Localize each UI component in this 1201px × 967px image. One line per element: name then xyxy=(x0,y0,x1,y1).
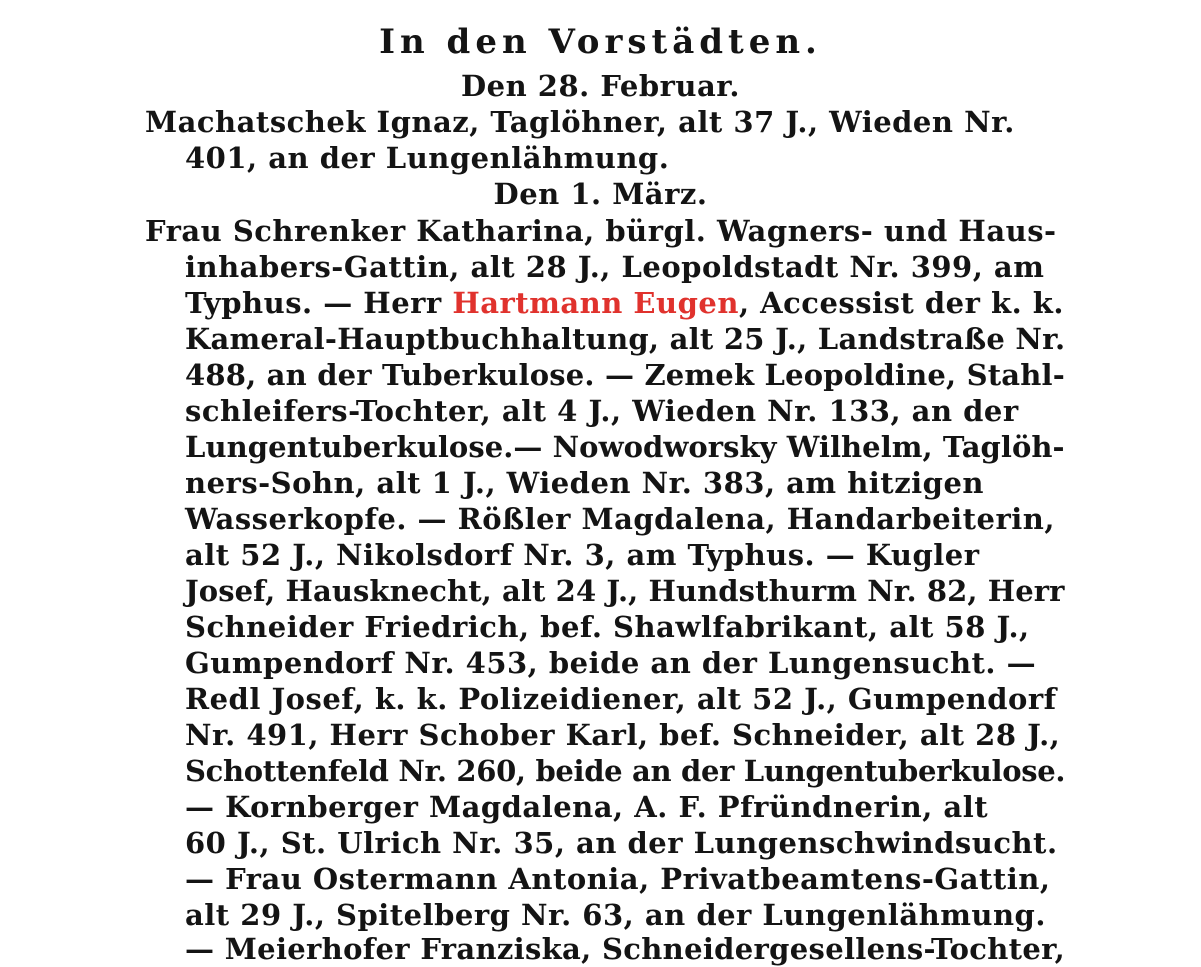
text-line-19: — Kornberger Magdalena, A. F. Pfründnerin, alt xyxy=(185,790,989,824)
text-line-6: Kameral-Hauptbuchhaltung, alt 25 J., Landstraße Nr. xyxy=(185,322,1066,356)
text-line-15: Gumpendorf Nr. 453, beide an der Lungensucht. — xyxy=(185,646,1037,680)
text-line-5 xyxy=(185,285,1065,321)
section-heading: In den Vorstädten. xyxy=(379,22,822,62)
text-line-20: 60 J., St. Ulrich Nr. 35, an der Lungenschwindsucht. xyxy=(185,826,1058,860)
line-5-end: , Accessist der k. k. xyxy=(738,286,1064,320)
text-line-12: alt 52 J., Nikolsdorf Nr. 3, am Typhus. — Kugler xyxy=(185,538,980,572)
text-line-21: — Frau Ostermann Antonia, Privatbeamtens-Gattin, xyxy=(185,862,1051,896)
text-line-4: inhabers-Gattin, alt 28 J., Leopoldstadt Nr. 399, am xyxy=(185,250,1045,284)
text-line-16: Redl Josef, k. k. Polizeidiener, alt 52 J., Gumpendorf xyxy=(185,682,1057,716)
text-line-13: Josef, Hausknecht, alt 24 J., Hundsthurm Nr. 82, Herr xyxy=(185,574,1065,608)
text-line-1 xyxy=(145,104,1065,140)
text-line-3: Frau Schrenker Katharina, bürgl. Wagners- und Haus- xyxy=(145,214,1057,248)
text-line-7: 488, an der Tuberkulose. — Zemek Leopoldine, Stahl- xyxy=(185,358,1065,392)
text-line-11: Wasserkopfe. — Rößler Magdalena, Handarbeiterin, xyxy=(185,502,1055,536)
date-heading-february: Den 28. Februar. xyxy=(461,69,740,103)
text-line-8: schleifers-Tochter, alt 4 J., Wieden Nr. 133, an der xyxy=(185,394,1019,428)
text-line-9: Lungentuberkulose.— Nowodworsky Wilhelm, Taglöh- xyxy=(185,430,1065,464)
text-line-10: ners-Sohn, alt 1 J., Wieden Nr. 383, am hitzigen xyxy=(185,466,984,500)
text-line-23: — Meierhofer Franziska, Schneidergesellens-Tochter, xyxy=(185,932,1066,966)
line-text: Machatschek Ignaz, Taglöhner, alt 37 J., Wieden Nr. xyxy=(145,105,1015,139)
text-line-14: Schneider Friedrich, bef. Shawlfabrikant, alt 58 J., xyxy=(185,610,1030,644)
highlighted-name: Hartmann Eugen xyxy=(452,286,739,320)
date-heading-march: Den 1. März. xyxy=(493,177,708,211)
text-line-17: Nr. 491, Herr Schober Karl, bef. Schneider, alt 28 J., xyxy=(185,718,1061,752)
text-line-18: Schottenfeld Nr. 260, beide an der Lungentuberkulose. xyxy=(185,754,1066,788)
text-line-22: alt 29 J., Spitelberg Nr. 63, an der Lungenlähmung. xyxy=(185,898,1046,932)
text-line-2: 401, an der Lungenlähmung. xyxy=(185,141,670,175)
line-5-start: Typhus. — Herr xyxy=(185,286,442,320)
